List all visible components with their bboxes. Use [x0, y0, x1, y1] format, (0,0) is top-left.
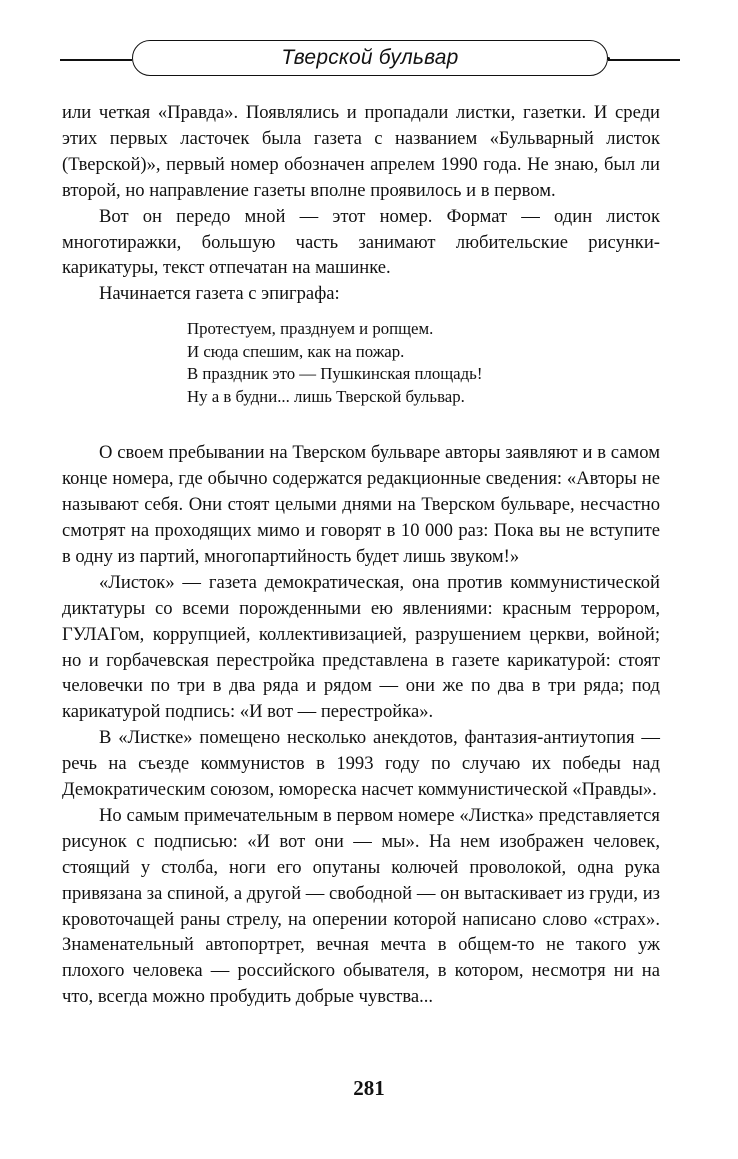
epigraph-line-3: В праздник это — Пушкинская площадь! — [187, 364, 483, 384]
running-title: Тверской бульвар — [281, 46, 459, 69]
epigraph-line-4: Ну а в будни... лишь Тверской бульвар. — [187, 386, 465, 406]
paragraph-5: «Листок» — газета демократическая, она против коммунистической диктатуры со всеми порожденными ею явлениями: красным террором, ГУЛАГом, коррупцией, коллективизацией, разрушением церкви, войной; но и горбачевская перестройка представлена в газете карикатурой: стоят человечки по три в два ряда и рядом — они же по два в три ряда; под карикатурой подпись: «И вот — перестройка». — [62, 571, 660, 723]
epigraph-line-1: Протестуем, празднуем и ропщем. — [187, 319, 434, 339]
header-rule-right — [608, 59, 680, 61]
running-header — [60, 38, 680, 82]
paragraph-6: В «Листке» помещено несколько анекдотов, фантазия-антиутопия — речь на съезде коммунистов в 1993 году по случаю их победы над Демократическим союзом, юмореска насчет коммунистической «Правды». — [62, 727, 660, 801]
paragraph-7: Но самым примечательным в первом номере «Листка» представляется рисунок с подписью: «И вот они — мы». На нем изображен человек, стоящий у столба, ноги его опутаны колючей проволокой, одна рука привязана за спиной, а другой — свободной — он вытаскивает из груди, из кровоточащей раны стрелу, на оперении которой написано слово «страх». Знаменательный автопортрет, вечная мечта в общем-то не такого уж плохого человека — российского обывателя, в котором, несмотря ни на что, всегда можно пробудить добрые чувства... — [62, 804, 660, 1008]
header-title-frame — [132, 40, 608, 76]
paragraph-4: О своем пребывании на Тверском бульваре авторы заявляют и в самом конце номера, где обычно содержатся редакционные сведения: «Авторы не называют себя. Они стоят целыми днями на Тверском бульваре, несчастно смотрят на проходящих мимо и говорят в 10 000 раз: Пока вы не вступите в одну из партий, многопартийность будет лишь звуком!» — [62, 442, 660, 567]
paragraph-1: или четкая «Правда». Появлялись и пропадали листки, газетки. И среди этих первых ласточек была газета с названием «Бульварный листок (Тверской)», первый номер обозначен апрелем 1990 года. Не знаю, был ли второй, но направление газеты вполне проявилось и в первом. — [62, 102, 660, 201]
paragraph-2: Вот он передо мной — этот номер. Формат — один листок многотиражки, большую часть занимают любительские рисунки-карикатуры, текст отпечатан на машинке. — [62, 205, 660, 279]
header-rule-left — [60, 59, 132, 61]
epigraph — [187, 318, 660, 408]
paragraph-3: Начинается газета с эпиграфа: — [99, 283, 340, 305]
epigraph-line-2: И сюда спешим, как на пожар. — [187, 341, 405, 361]
page-number: 281 — [353, 1076, 385, 1100]
body-text — [62, 100, 660, 1010]
